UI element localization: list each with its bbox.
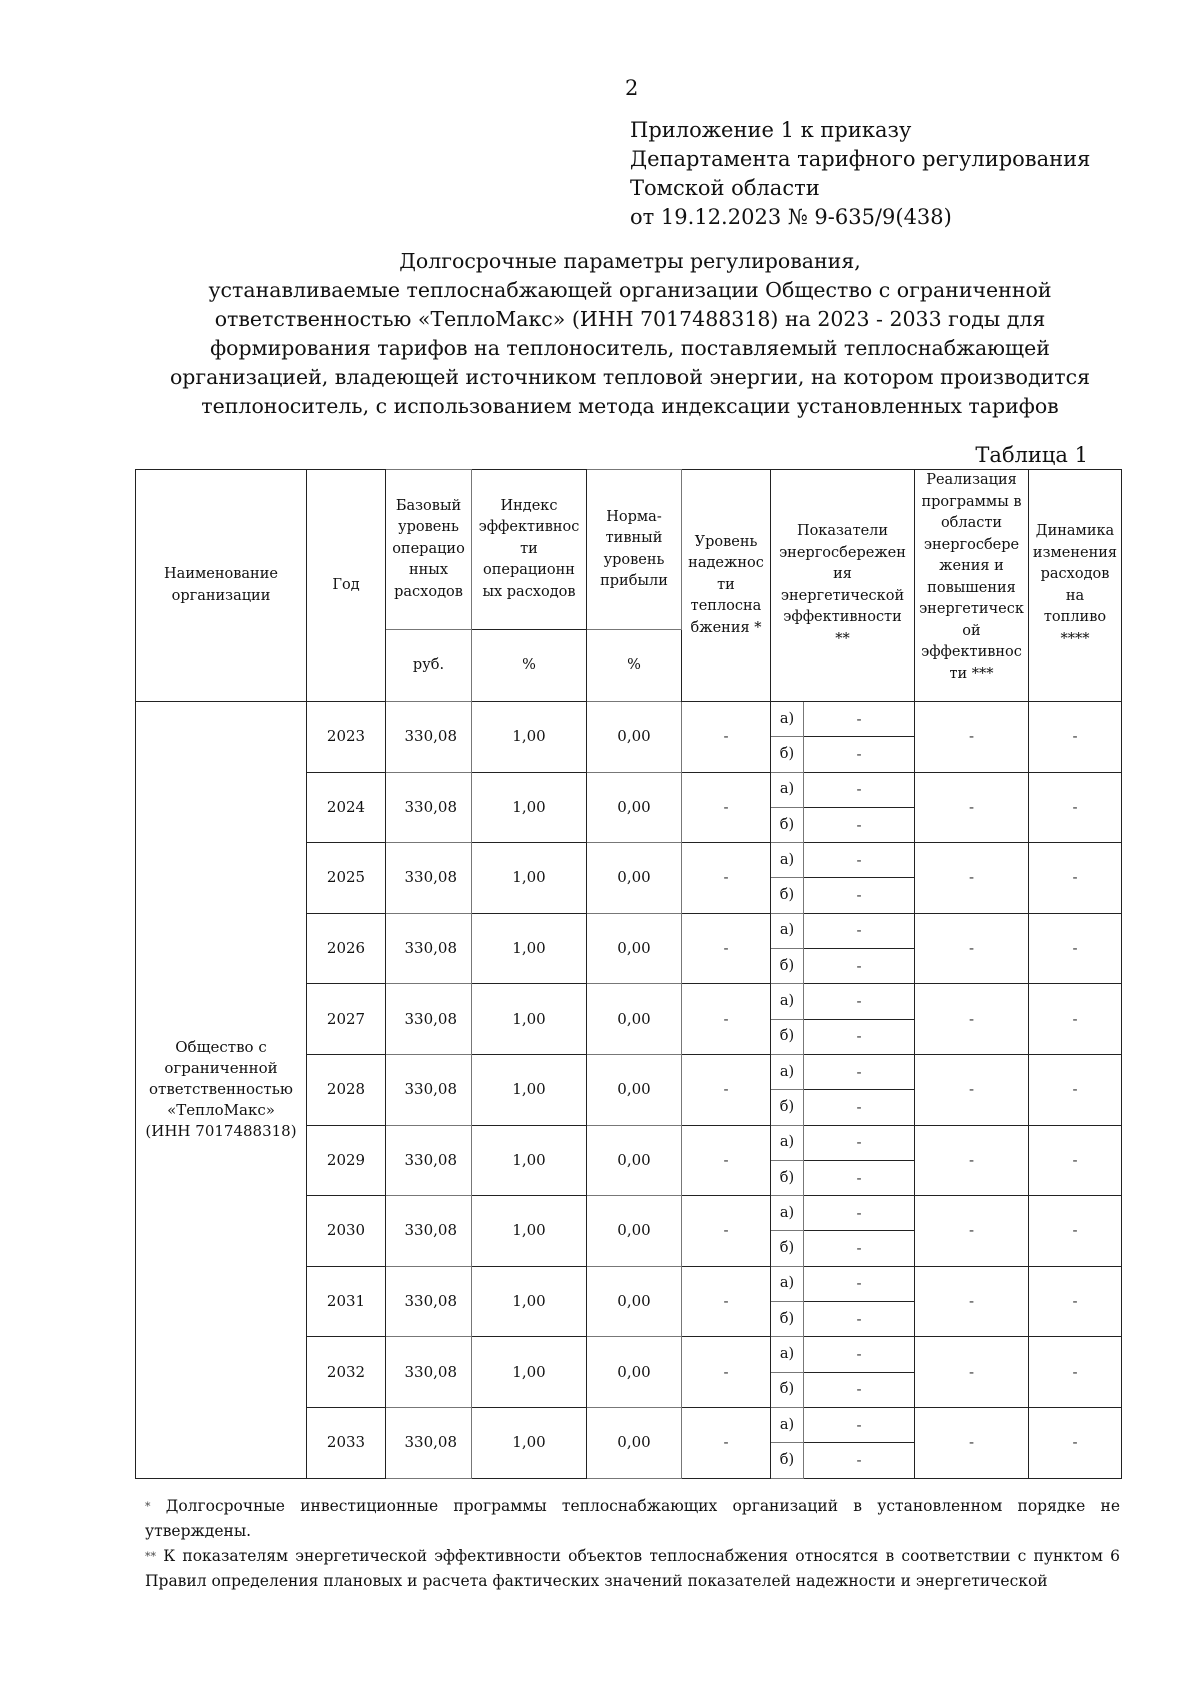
header-text: Наименование организации — [164, 566, 278, 604]
norm-profit-cell: 0,00 — [587, 1054, 682, 1125]
header-line: эффективнос — [478, 519, 580, 536]
org-line: (ИНН 7017488318) — [145, 1122, 297, 1141]
energy-a-cell: - — [804, 702, 915, 737]
year-cell: 2030 — [307, 1196, 386, 1267]
header-line: энергосбережен — [779, 544, 906, 561]
fuel-cell: - — [1029, 1125, 1122, 1196]
header-line: операцио — [392, 540, 465, 557]
base-cost-cell: 330,08 — [386, 1196, 472, 1267]
title-line: организацией, владеющей источником тепловой энергии, на котором производится — [169, 365, 1091, 389]
header-line: Уровень — [694, 533, 758, 550]
index-cell: 1,00 — [472, 1337, 587, 1408]
energy-b-cell: - — [804, 878, 915, 913]
org-line: Общество с — [175, 1038, 267, 1057]
base-cost-cell: 330,08 — [386, 1125, 472, 1196]
energy-b-cell: - — [804, 1372, 915, 1407]
header-fuel — [1029, 470, 1122, 702]
sub-label-a: а) — [771, 1337, 804, 1372]
base-cost-cell: 330,08 — [386, 1054, 472, 1125]
footnote-text: Долгосрочные инвестиционные программы теплоснабжающих организаций в установленном порядке не утверждены. — [145, 1497, 1120, 1540]
header-index — [472, 470, 587, 630]
energy-b-cell: - — [804, 1302, 915, 1337]
fuel-cell: - — [1029, 913, 1122, 984]
energy-a-cell: - — [804, 1266, 915, 1301]
header-line: расходов — [1040, 566, 1110, 582]
header-line: **** — [1060, 630, 1090, 647]
energy-a-cell: - — [804, 1196, 915, 1231]
sub-label-b: б) — [771, 1443, 804, 1478]
energy-b-cell: - — [804, 807, 915, 842]
program-cell: - — [915, 1196, 1029, 1267]
header-line: жения и — [939, 558, 1004, 574]
energy-b-cell: - — [804, 1090, 915, 1125]
index-cell: 1,00 — [472, 1054, 587, 1125]
year-cell: 2033 — [307, 1407, 386, 1478]
table-row — [136, 702, 1122, 737]
header-line: прибыли — [600, 573, 668, 589]
approval-line: Приложение 1 к приказу — [630, 118, 912, 142]
sub-label-a: а) — [771, 1054, 804, 1089]
base-cost-cell: 330,08 — [386, 843, 472, 914]
sub-label-b: б) — [771, 807, 804, 842]
program-cell: - — [915, 1266, 1029, 1337]
energy-b-cell: - — [804, 1443, 915, 1478]
year-cell: 2025 — [307, 843, 386, 914]
base-cost-cell: 330,08 — [386, 984, 472, 1055]
program-cell: - — [915, 702, 1029, 773]
index-cell: 1,00 — [472, 984, 587, 1055]
sub-label-b: б) — [771, 737, 804, 772]
energy-a-cell: - — [804, 772, 915, 807]
norm-profit-cell: 0,00 — [587, 843, 682, 914]
header-line: программы в — [921, 493, 1022, 510]
header-line: энергетическ — [919, 601, 1024, 617]
header-line: Динамика — [1035, 523, 1115, 539]
sub-label-a: а) — [771, 1407, 804, 1442]
header-line: теплосна — [690, 598, 762, 615]
fuel-cell: - — [1029, 702, 1122, 773]
header-line: ти — [520, 540, 538, 557]
title-line: ответственностью «ТеплоМакс» (ИНН 7017488318) на 2023 - 2033 годы для — [214, 307, 1046, 331]
sub-label-b: б) — [771, 1302, 804, 1337]
reliability-cell: - — [682, 1054, 771, 1125]
reliability-cell: - — [682, 984, 771, 1055]
base-cost-cell: 330,08 — [386, 1407, 472, 1478]
header-line: энергосбере — [923, 536, 1020, 553]
norm-profit-cell: 0,00 — [587, 913, 682, 984]
index-cell: 1,00 — [472, 1266, 587, 1337]
title-line: Долгосрочные параметры регулирования, — [399, 249, 861, 273]
header-line: Индекс — [500, 497, 558, 514]
sub-label-b: б) — [771, 1090, 804, 1125]
norm-profit-cell: 0,00 — [587, 702, 682, 773]
header-org — [136, 470, 307, 702]
header-line: топливо — [1043, 609, 1107, 625]
header-row — [136, 470, 1122, 630]
index-cell: 1,00 — [472, 772, 587, 843]
header-reliability — [682, 470, 771, 702]
sub-label-a: а) — [771, 913, 804, 948]
header-line: надежнос — [688, 555, 764, 572]
norm-profit-cell: 0,00 — [587, 772, 682, 843]
header-year: Год — [307, 470, 386, 702]
approval-line: Департамента тарифного регулирования — [630, 147, 1091, 171]
header-line: нных — [408, 562, 449, 579]
header-line: Показатели — [796, 523, 889, 539]
header-line: Базовый — [395, 497, 462, 514]
header-line: ти — [717, 576, 735, 593]
sub-label-b: б) — [771, 1160, 804, 1195]
norm-profit-cell: 0,00 — [587, 1196, 682, 1267]
approval-line: от 19.12.2023 № 9-635/9(438) — [630, 205, 952, 229]
year-cell: 2027 — [307, 984, 386, 1055]
program-cell: - — [915, 913, 1029, 984]
header-line: повышения — [927, 579, 1016, 596]
norm-profit-cell: 0,00 — [587, 1266, 682, 1337]
index-cell: 1,00 — [472, 843, 587, 914]
year-cell: 2024 — [307, 772, 386, 843]
footnote-mark: ** — [145, 1550, 156, 1563]
fuel-cell: - — [1029, 1337, 1122, 1408]
header-line: тивный — [605, 530, 663, 546]
norm-profit-cell: 0,00 — [587, 1407, 682, 1478]
base-cost-cell: 330,08 — [386, 1337, 472, 1408]
fuel-cell: - — [1029, 843, 1122, 914]
header-line: ия — [833, 566, 852, 582]
energy-b-cell: - — [804, 1019, 915, 1054]
index-cell: 1,00 — [472, 1125, 587, 1196]
sub-label-b: б) — [771, 1231, 804, 1266]
program-cell: - — [915, 1337, 1029, 1408]
organization-name — [136, 702, 307, 1479]
header-line: изменения — [1032, 544, 1118, 561]
year-cell: 2028 — [307, 1054, 386, 1125]
sub-label-a: а) — [771, 984, 804, 1019]
unit-base: руб. — [386, 630, 472, 702]
sub-label-a: а) — [771, 1266, 804, 1301]
sub-label-a: а) — [771, 843, 804, 878]
fuel-cell: - — [1029, 1266, 1122, 1337]
header-line: уровень — [603, 551, 665, 568]
reliability-cell: - — [682, 843, 771, 914]
year-cell: 2029 — [307, 1125, 386, 1196]
approval-line: Томской области — [630, 176, 820, 200]
year-cell: 2032 — [307, 1337, 386, 1408]
header-line: уровень — [398, 519, 459, 536]
header-line: бжения * — [690, 619, 762, 636]
approval-block — [630, 116, 1090, 232]
unit-index: % — [472, 630, 587, 702]
program-cell: - — [915, 772, 1029, 843]
norm-profit-cell: 0,00 — [587, 984, 682, 1055]
header-base — [386, 470, 472, 630]
reliability-cell: - — [682, 702, 771, 773]
sub-label-a: а) — [771, 1196, 804, 1231]
reliability-cell: - — [682, 1337, 771, 1408]
sub-label-a: а) — [771, 1125, 804, 1160]
sub-label-a: а) — [771, 702, 804, 737]
index-cell: 1,00 — [472, 1196, 587, 1267]
base-cost-cell: 330,08 — [386, 1266, 472, 1337]
energy-a-cell: - — [804, 843, 915, 878]
header-line: ых расходов — [482, 583, 576, 600]
header-line: ** — [835, 630, 850, 647]
header-line: области — [940, 515, 1003, 531]
header-line: ой — [962, 622, 981, 639]
header-line: операционн — [483, 562, 575, 579]
page-number: 2 — [625, 76, 639, 100]
header-line: эффективности — [783, 609, 902, 625]
title-line: устанавливаемые теплоснабжающей организации Общество с ограниченной — [208, 278, 1052, 302]
org-line: «ТеплоМакс» — [167, 1101, 275, 1120]
reliability-cell: - — [682, 1125, 771, 1196]
energy-a-cell: - — [804, 1337, 915, 1372]
sub-label-b: б) — [771, 949, 804, 984]
year-cell: 2023 — [307, 702, 386, 773]
energy-b-cell: - — [804, 949, 915, 984]
header-line: ти *** — [949, 665, 994, 682]
energy-b-cell: - — [804, 737, 915, 772]
table-label: Таблица 1 — [975, 443, 1088, 467]
reliability-cell: - — [682, 1266, 771, 1337]
org-line: ограниченной — [164, 1059, 278, 1078]
header-line: энергетической — [780, 587, 905, 604]
norm-profit-cell: 0,00 — [587, 1337, 682, 1408]
reliability-cell: - — [682, 1407, 771, 1478]
year-cell: 2026 — [307, 913, 386, 984]
reliability-cell: - — [682, 1196, 771, 1267]
program-cell: - — [915, 1054, 1029, 1125]
year-cell: 2031 — [307, 1266, 386, 1337]
footnote-text: К показателям энергетической эффективности объектов теплоснабжения относятся в соответствии с пунктом 6 Правил определения плановых и расчета фактических значений показателей надежности и энергетической — [145, 1547, 1120, 1590]
energy-a-cell: - — [804, 984, 915, 1019]
header-line: на — [1065, 587, 1085, 604]
fuel-cell: - — [1029, 1054, 1122, 1125]
header-line: Реализация — [926, 472, 1017, 488]
footnote-1 — [145, 1494, 1120, 1544]
energy-a-cell: - — [804, 1054, 915, 1089]
program-cell: - — [915, 984, 1029, 1055]
norm-profit-cell: 0,00 — [587, 1125, 682, 1196]
reliability-cell: - — [682, 772, 771, 843]
header-line: Норма- — [606, 508, 662, 525]
fuel-cell: - — [1029, 1407, 1122, 1478]
header-program — [915, 470, 1029, 702]
energy-a-cell: - — [804, 1125, 915, 1160]
sub-label-b: б) — [771, 878, 804, 913]
fuel-cell: - — [1029, 984, 1122, 1055]
footnote-2 — [145, 1544, 1120, 1594]
program-cell: - — [915, 1125, 1029, 1196]
header-energy — [771, 470, 915, 702]
sub-label-a: а) — [771, 772, 804, 807]
footnotes — [145, 1494, 1120, 1594]
sub-label-b: б) — [771, 1372, 804, 1407]
document-title — [130, 247, 1130, 421]
energy-a-cell: - — [804, 913, 915, 948]
base-cost-cell: 330,08 — [386, 772, 472, 843]
fuel-cell: - — [1029, 1196, 1122, 1267]
footnote-mark: * — [145, 1500, 151, 1513]
parameters-table — [135, 469, 1122, 1479]
energy-b-cell: - — [804, 1160, 915, 1195]
program-cell: - — [915, 1407, 1029, 1478]
energy-b-cell: - — [804, 1231, 915, 1266]
reliability-cell: - — [682, 913, 771, 984]
base-cost-cell: 330,08 — [386, 702, 472, 773]
base-cost-cell: 330,08 — [386, 913, 472, 984]
fuel-cell: - — [1029, 772, 1122, 843]
energy-a-cell: - — [804, 1407, 915, 1442]
title-line: формирования тарифов на теплоноситель, поставляемый теплоснабжающей — [210, 336, 1050, 360]
program-cell: - — [915, 843, 1029, 914]
header-norm — [587, 470, 682, 630]
unit-norm: % — [587, 630, 682, 702]
title-line: теплоноситель, с использованием метода индексации установленных тарифов — [201, 394, 1059, 418]
header-line: эффективнос — [921, 644, 1022, 660]
sub-label-b: б) — [771, 1019, 804, 1054]
header-line: расходов — [394, 583, 463, 600]
index-cell: 1,00 — [472, 913, 587, 984]
index-cell: 1,00 — [472, 702, 587, 773]
org-line: ответственностью — [149, 1080, 293, 1099]
index-cell: 1,00 — [472, 1407, 587, 1478]
